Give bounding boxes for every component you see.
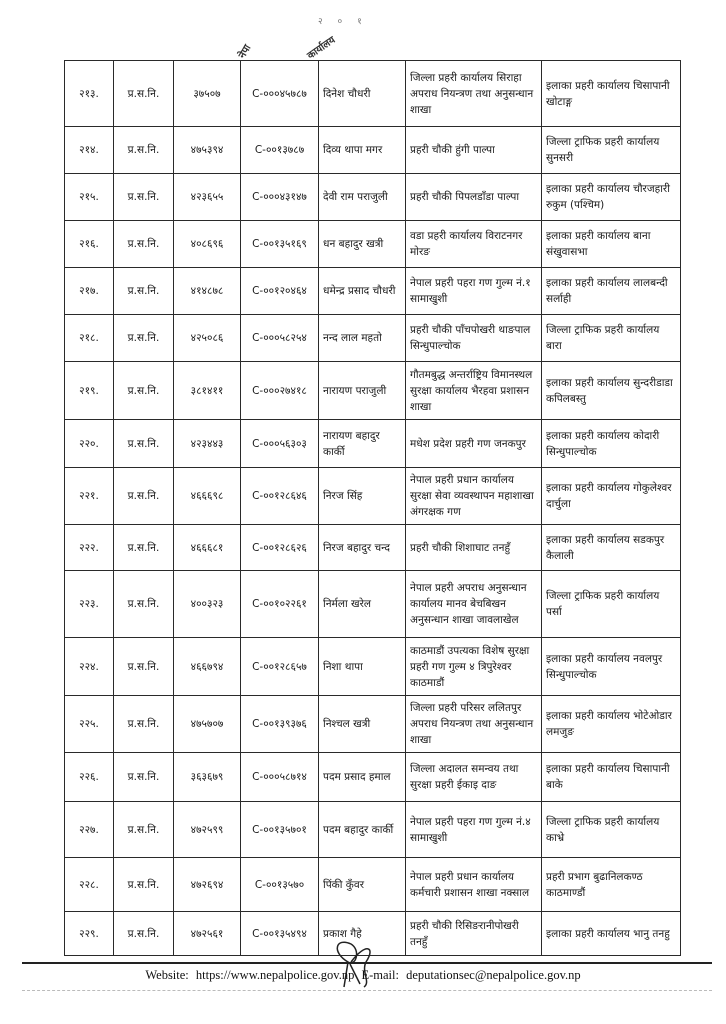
current-office-cell: नेपाल प्रहरी अपराध अनुसन्धान कार्यालय मानव बेचबिखन अनुसन्धान शाखा जावलाखेल (406, 571, 542, 638)
current-office-cell: काठमाडौं उपत्यका विशेष सुरक्षा प्रहरी गण गुल्म ४ त्रिपुरेश्वर काठमाडौं (406, 638, 542, 696)
code-number-cell: C-००१०२२६१ (241, 571, 319, 638)
current-office-cell: प्रहरी चौकी पिपलडाँडा पाल्पा (406, 174, 542, 221)
current-office-cell: प्रहरी चौकी पाँचपोखरी थाङपाल सिन्धुपाल्चोक (406, 315, 542, 362)
transfer-office-cell: इलाका प्रहरी कार्यालय कोदारी सिन्धुपाल्चोक (542, 420, 681, 468)
code-number-cell: C-००१२०४६४ (241, 268, 319, 315)
transfer-office-cell: इलाका प्रहरी कार्यालय गोकुलेश्वर दार्चुला (542, 468, 681, 525)
personnel-number-cell: ३६३६७९ (174, 753, 241, 802)
page-number-marks: २ ० १ (318, 17, 368, 27)
transfer-roster-table (64, 60, 681, 956)
table-row (65, 571, 681, 638)
serial-number-cell: २२७. (65, 802, 114, 858)
current-office-cell: जिल्ला प्रहरी कार्यालय सिराहा अपराध नियन्त्रण तथा अनुसन्धान शाखा (406, 61, 542, 127)
code-number-cell: C-०००५८२५४ (241, 315, 319, 362)
current-office-cell: मधेश प्रदेश प्रहरी गण जनकपुर (406, 420, 542, 468)
table-row (65, 315, 681, 362)
rank-cell: प्र.स.नि. (114, 127, 174, 174)
name-cell: नारायण बहादुर कार्की (319, 420, 406, 468)
serial-number-cell: २१८. (65, 315, 114, 362)
rank-cell: प्र.स.नि. (114, 696, 174, 753)
table-row (65, 127, 681, 174)
footer-contact (0, 968, 726, 983)
code-number-cell: C-००१३५४९४ (241, 912, 319, 956)
transfer-office-cell: प्रहरी प्रभाग बुढानिलकण्ठ काठमाण्डौं (542, 858, 681, 912)
current-office-cell: प्रहरी चौकी शिशाघाट तनहुँ (406, 525, 542, 571)
name-cell: पिंकी कुँवर (319, 858, 406, 912)
current-office-cell: प्रहरी चौकी हुंगी पाल्पा (406, 127, 542, 174)
personnel-number-cell: ४७५७०७ (174, 696, 241, 753)
rank-cell: प्र.स.नि. (114, 174, 174, 221)
transfer-office-cell: इलाका प्रहरी कार्यालय नवलपुर सिन्धुपाल्चोक (542, 638, 681, 696)
personnel-number-cell: ४६६७९४ (174, 638, 241, 696)
code-number-cell: C-००१२८६२६ (241, 525, 319, 571)
personnel-number-cell: ४६६६८१ (174, 525, 241, 571)
transfer-office-cell: इलाका प्रहरी कार्यालय लालबन्दी सर्लाही (542, 268, 681, 315)
rank-cell: प्र.स.नि. (114, 525, 174, 571)
serial-number-cell: २१६. (65, 221, 114, 268)
personnel-number-cell: ४००३२३ (174, 571, 241, 638)
rank-cell: प्र.स.नि. (114, 571, 174, 638)
name-cell: धमेन्द्र प्रसाद चौधरी (319, 268, 406, 315)
code-number-cell: C-०००५८७१४ (241, 753, 319, 802)
transfer-office-cell: इलाका प्रहरी कार्यालय सुन्दरीडाडा कपिलबस्तु (542, 362, 681, 420)
table-row (65, 753, 681, 802)
personnel-number-cell: ४७५३९४ (174, 127, 241, 174)
email-label: E-mail: (361, 968, 399, 982)
footer-scan-noise (22, 990, 712, 991)
code-number-cell: C-००१३७८७ (241, 127, 319, 174)
table-row (65, 638, 681, 696)
table-row (65, 268, 681, 315)
code-number-cell: C-०००५६३०३ (241, 420, 319, 468)
code-number-cell: C-००१२८६५७ (241, 638, 319, 696)
current-office-cell: नेपाल प्रहरी प्रधान कार्यालय कर्मचारी प्रशासन शाखा नक्साल (406, 858, 542, 912)
personnel-number-cell: ४७२५६१ (174, 912, 241, 956)
rank-cell: प्र.स.नि. (114, 268, 174, 315)
transfer-office-cell: इलाका प्रहरी कार्यालय चिसापानी बाके (542, 753, 681, 802)
code-number-cell: C-०००४३१४७ (241, 174, 319, 221)
serial-number-cell: २२०. (65, 420, 114, 468)
serial-number-cell: २१७. (65, 268, 114, 315)
table-row (65, 802, 681, 858)
rank-cell: प्र.स.नि. (114, 420, 174, 468)
rank-cell: प्र.स.नि. (114, 221, 174, 268)
code-number-cell: C-००१३५१६९ (241, 221, 319, 268)
transfer-office-cell: इलाका प्रहरी कार्यालय बाना संखुवासभा (542, 221, 681, 268)
rank-cell: प्र.स.नि. (114, 753, 174, 802)
website-label: Website: (145, 968, 189, 982)
table-body (65, 61, 681, 956)
table-row (65, 61, 681, 127)
rank-cell: प्र.स.नि. (114, 362, 174, 420)
footer-divider (22, 962, 712, 964)
serial-number-cell: २२९. (65, 912, 114, 956)
personnel-number-cell: ४२३४४३ (174, 420, 241, 468)
serial-number-cell: २१९. (65, 362, 114, 420)
transfer-office-cell: इलाका प्रहरी कार्यालय भोटेओडार लमजुङ (542, 696, 681, 753)
name-cell: नारायण पराजुली (319, 362, 406, 420)
current-office-cell: जिल्ला प्रहरी परिसर ललितपुर अपराध नियन्त्रण तथा अनुसन्धान शाखा (406, 696, 542, 753)
transfer-office-cell: जिल्ला ट्राफिक प्रहरी कार्यालय बारा (542, 315, 681, 362)
personnel-number-cell: ३८१४११ (174, 362, 241, 420)
current-office-cell: वडा प्रहरी कार्यालय विराटनगर मोरङ (406, 221, 542, 268)
transfer-office-cell: जिल्ला ट्राफिक प्रहरी कार्यालय काभ्रे (542, 802, 681, 858)
rank-cell: प्र.स.नि. (114, 61, 174, 127)
serial-number-cell: २२२. (65, 525, 114, 571)
name-cell: पदम प्रसाद हमाल (319, 753, 406, 802)
personnel-number-cell: ४२३६५५ (174, 174, 241, 221)
serial-number-cell: २१३. (65, 61, 114, 127)
rank-cell: प्र.स.नि. (114, 802, 174, 858)
personnel-number-cell: ४७२६९४ (174, 858, 241, 912)
table-row (65, 420, 681, 468)
transfer-office-cell: जिल्ला ट्राफिक प्रहरी कार्यालय पर्सा (542, 571, 681, 638)
rank-cell: प्र.स.नि. (114, 468, 174, 525)
current-office-cell: जिल्ला अदालत समन्वय तथा सुरक्षा प्रहरी ईकाइ दाङ (406, 753, 542, 802)
current-office-cell: प्रहरी चौकी रिसिङरानीपोखरी तनहुँ (406, 912, 542, 956)
serial-number-cell: २२३. (65, 571, 114, 638)
personnel-number-cell: ४२५०८६ (174, 315, 241, 362)
personnel-number-cell: ४७२५९९ (174, 802, 241, 858)
table-row (65, 525, 681, 571)
code-number-cell: C-००१३५७०१ (241, 802, 319, 858)
rank-cell: प्र.स.नि. (114, 638, 174, 696)
code-number-cell: C-००१३५७० (241, 858, 319, 912)
transfer-office-cell: इलाका प्रहरी कार्यालय चिसापानी खोटाङ्ग (542, 61, 681, 127)
name-cell: निश्चल खत्री (319, 696, 406, 753)
transfer-office-cell: इलाका प्रहरी कार्यालय चौरजहारी रुकुम (पश्चिम) (542, 174, 681, 221)
name-cell: नन्द लाल महतो (319, 315, 406, 362)
name-cell: प्रकाश गैहे (319, 912, 406, 956)
website-link[interactable]: https://www.nepalpolice.gov.np (195, 968, 355, 982)
current-office-cell: नेपाल प्रहरी पहरा गण गुल्म नं.१ सामाखुशी (406, 268, 542, 315)
name-cell: धन बहादुर खत्री (319, 221, 406, 268)
serial-number-cell: २१५. (65, 174, 114, 221)
email-link[interactable]: deputationsec@nepalpolice.gov.np (406, 968, 581, 982)
name-cell: देवी राम पराजुली (319, 174, 406, 221)
personnel-number-cell: ४१४८७८ (174, 268, 241, 315)
code-number-cell: C-००१३९३७६ (241, 696, 319, 753)
serial-number-cell: २२४. (65, 638, 114, 696)
name-cell: निरज सिंह (319, 468, 406, 525)
name-cell: दिनेश चौधरी (319, 61, 406, 127)
rank-cell: प्र.स.नि. (114, 315, 174, 362)
office-stamp-text: कार्यालय (305, 34, 338, 62)
personnel-number-cell: ४६६६९८ (174, 468, 241, 525)
table-row (65, 858, 681, 912)
name-cell: निशा थापा (319, 638, 406, 696)
code-number-cell: C-००१२८६४६ (241, 468, 319, 525)
rank-cell: प्र.स.नि. (114, 912, 174, 956)
transfer-office-cell: इलाका प्रहरी कार्यालय भानु तनहु (542, 912, 681, 956)
table-row (65, 362, 681, 420)
name-cell: निर्मला खरेल (319, 571, 406, 638)
table-row (65, 696, 681, 753)
table-row (65, 174, 681, 221)
current-office-cell: नेपाल प्रहरी पहरा गण गुल्म नं.४ सामाखुशी (406, 802, 542, 858)
personnel-number-cell: ३७५०७ (174, 61, 241, 127)
serial-number-cell: २२८. (65, 858, 114, 912)
name-cell: निरज बहादुर चन्द (319, 525, 406, 571)
serial-number-cell: २१४. (65, 127, 114, 174)
personnel-number-cell: ४०८६९६ (174, 221, 241, 268)
serial-number-cell: २२५. (65, 696, 114, 753)
current-office-cell: गौतमबुद्ध अन्तर्राष्ट्रिय विमानस्थल सुरक्षा कार्यालय भैरहवा प्रशासन शाखा (406, 362, 542, 420)
serial-number-cell: २२१. (65, 468, 114, 525)
serial-number-cell: २२६. (65, 753, 114, 802)
current-office-cell: नेपाल प्रहरी प्रधान कार्यालय सुरक्षा सेवा व्यवस्थापन महाशाखा अंगरक्षक गण (406, 468, 542, 525)
code-number-cell: C-०००४५७८७ (241, 61, 319, 127)
transfer-office-cell: जिल्ला ट्राफिक प्रहरी कार्यालय सुनसरी (542, 127, 681, 174)
office-stamp-text: नेपा (236, 43, 254, 61)
table-row (65, 221, 681, 268)
transfer-office-cell: इलाका प्रहरी कार्यालय सडकपुर कैलाली (542, 525, 681, 571)
name-cell: दिव्य थापा मगर (319, 127, 406, 174)
table-row (65, 468, 681, 525)
code-number-cell: C-०००२७४१८ (241, 362, 319, 420)
rank-cell: प्र.स.नि. (114, 858, 174, 912)
name-cell: पदम बहादुर कार्की (319, 802, 406, 858)
